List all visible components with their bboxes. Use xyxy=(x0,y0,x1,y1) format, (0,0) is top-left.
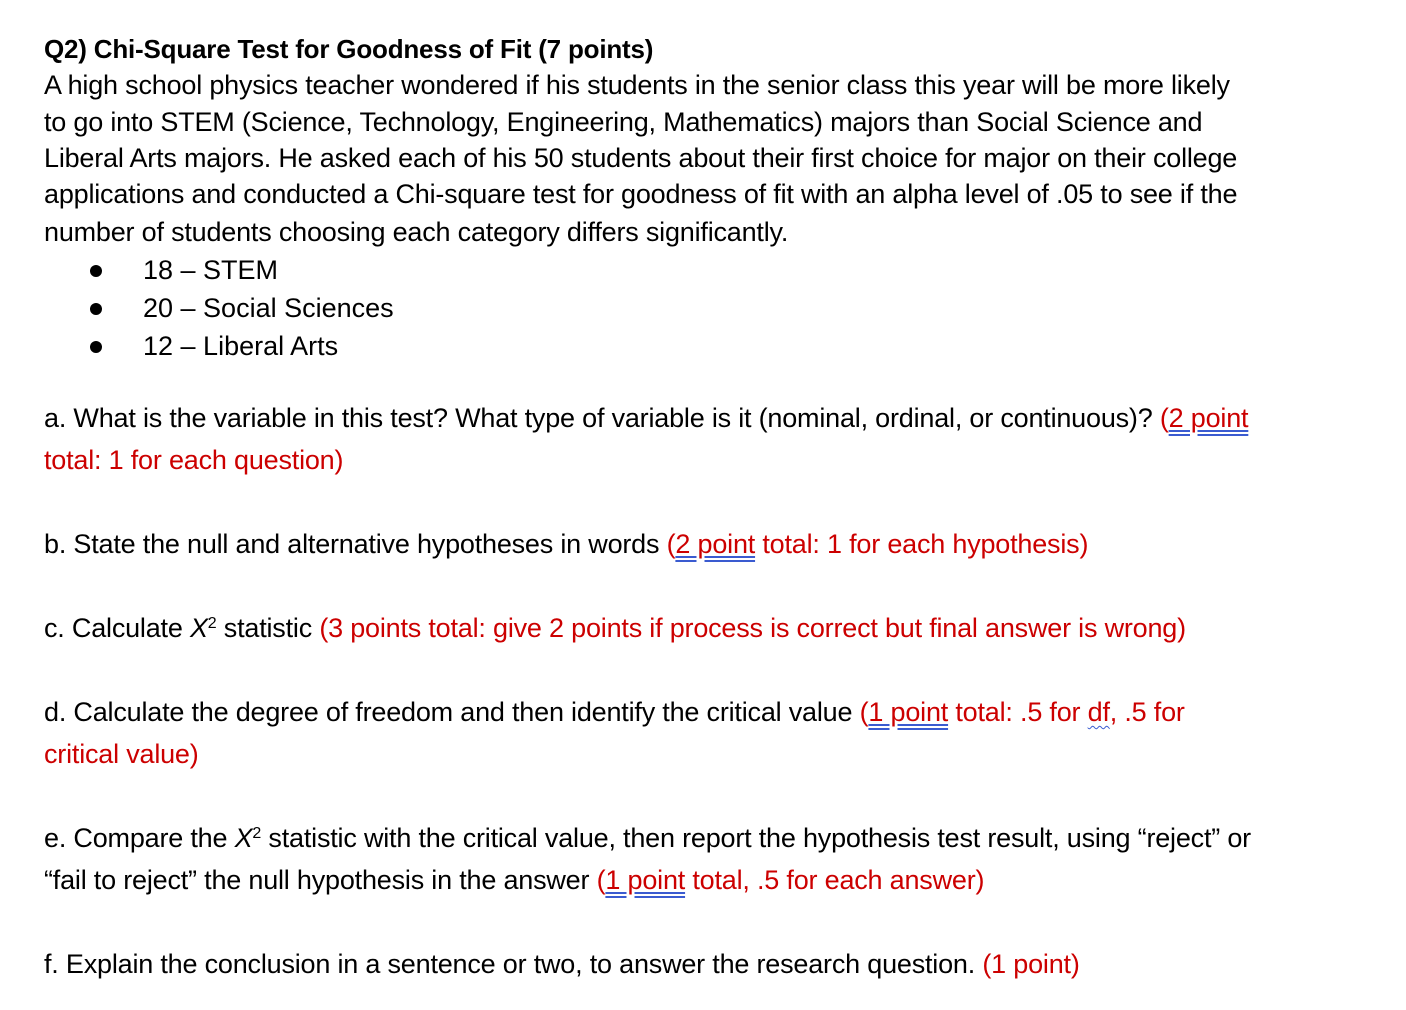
part-c-chi-power: 2 xyxy=(207,615,217,632)
part-d-points-df: df xyxy=(1087,697,1110,727)
part-a-points-link: 2 point xyxy=(1168,403,1249,433)
part-e-chi-symbol: X xyxy=(234,823,253,853)
part-f-text: f. Explain the conclusion in a sentence or two, to answer the research question. xyxy=(44,949,983,979)
part-d-text: d. Calculate the degree of freedom and then identify the critical value xyxy=(44,697,860,727)
part-a-line-1 xyxy=(44,400,1248,436)
part-b-points-open: ( xyxy=(666,529,676,559)
bullet-text: 18 – STEM xyxy=(143,255,279,285)
part-c-text-before: c. Calculate xyxy=(44,613,190,643)
intro-line-3: Liberal Arts majors. He asked each of his 50 students about their first choice for major on their college xyxy=(44,143,1238,173)
part-e-points-rest: total, .5 for each answer) xyxy=(685,865,985,895)
part-c-line xyxy=(44,610,1186,646)
part-e-line-1 xyxy=(44,820,1251,856)
bullet-icon xyxy=(90,303,102,315)
part-b-points-link: 2 point xyxy=(675,529,756,559)
intro-line-2: to go into STEM (Science, Technology, Engineering, Mathematics) majors than Social Science and xyxy=(44,107,1203,137)
intro-line-1: A high school physics teacher wondered if his students in the senior class this year will be more likely xyxy=(44,70,1230,100)
intro-line-5: number of students choosing each category differs significantly. xyxy=(44,217,789,247)
part-a-text: a. What is the variable in this test? What type of variable is it (nominal, ordinal, or continuous)? xyxy=(44,403,1160,433)
part-d-points-rest: , .5 for xyxy=(1109,697,1185,727)
bullet-text: 20 – Social Sciences xyxy=(143,293,394,323)
part-c-points: (3 points total: give 2 points if process is correct but final answer is wrong) xyxy=(319,613,1186,643)
part-e-line-2 xyxy=(44,862,984,898)
part-b-text: b. State the null and alternative hypotheses in words xyxy=(44,529,667,559)
bullet-text: 12 – Liberal Arts xyxy=(143,331,339,361)
part-e-chi-power: 2 xyxy=(252,825,262,842)
part-e-text-before: e. Compare the xyxy=(44,823,235,853)
part-d-points-link: 1 point xyxy=(868,697,949,727)
part-e-line2-text: “fail to reject” the null hypothesis in the answer xyxy=(44,865,597,895)
part-f-line xyxy=(44,946,1080,982)
part-d-points-mid: total: .5 for xyxy=(948,697,1088,727)
page-edge xyxy=(1392,0,1406,1010)
bullet-icon xyxy=(90,341,102,353)
bullet-icon xyxy=(90,265,102,277)
part-d-points-open: ( xyxy=(859,697,869,727)
part-c-text-after: statistic xyxy=(216,613,320,643)
part-a-points-open: ( xyxy=(1159,403,1169,433)
part-e-points-link: 1 point xyxy=(605,865,686,895)
intro-line-4: applications and conducted a Chi-square test for goodness of fit with an alpha level of .05 to see if the xyxy=(44,179,1238,209)
part-f-points: (1 point) xyxy=(982,949,1080,979)
part-a-points-line-2: total: 1 for each question) xyxy=(44,445,344,475)
question-title: Q2) Chi-Square Test for Goodness of Fit (7 points) xyxy=(44,34,654,64)
part-d-points-line-2: critical value) xyxy=(44,739,199,769)
part-b-points-rest: total: 1 for each hypothesis) xyxy=(755,529,1089,559)
part-c-chi-symbol: X xyxy=(189,613,208,643)
part-b-line xyxy=(44,526,1088,562)
part-e-text-after: statistic with the critical value, then report the hypothesis test result, using “reject” or xyxy=(261,823,1251,853)
part-d-line-1 xyxy=(44,694,1185,730)
part-e-points-open: ( xyxy=(596,865,606,895)
